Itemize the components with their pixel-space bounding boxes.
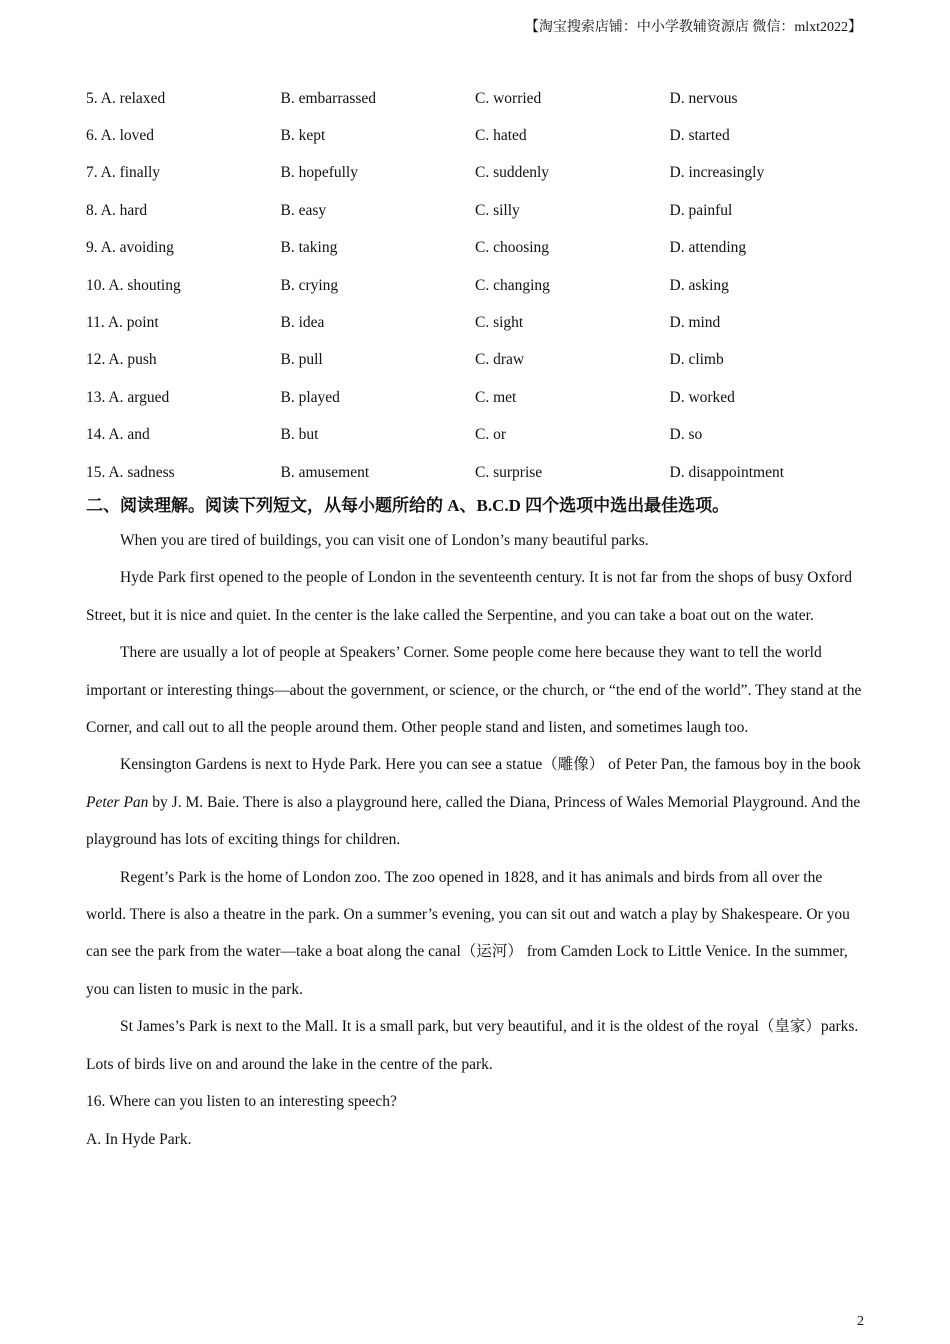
option-c: C. suddenly	[475, 164, 550, 182]
option-d: D. worked	[669, 388, 735, 406]
option-a: 10. A. shouting	[86, 276, 181, 294]
option-b: B. amusement	[280, 463, 370, 481]
option-a: 13. A. argued	[86, 388, 170, 406]
paragraph-kensington-gardens	[86, 746, 864, 858]
option-row	[86, 117, 866, 154]
option-c: C. worried	[475, 89, 542, 107]
option-b: B. pull	[280, 351, 323, 369]
option-a: 6. A. loved	[86, 127, 155, 145]
option-b: B. kept	[280, 127, 326, 145]
option-row	[86, 454, 866, 491]
paragraph-intro: When you are tired of buildings, you can visit one of London’s many beautiful parks.	[120, 532, 649, 549]
paragraph-hyde-park: Hyde Park first opened to the people of London in the seventeenth century. It is not far from the shops of busy Oxford Street, but it is nice and quiet. In the center is the lake called the Serpentine, and you can take a boat out on the water.	[86, 569, 853, 624]
option-d: D. disappointment	[669, 463, 785, 481]
option-a: 15. A. sadness	[86, 463, 175, 481]
option-c: C. hated	[475, 127, 527, 145]
option-c: C. draw	[475, 351, 525, 369]
option-row	[86, 192, 866, 229]
option-d: D. attending	[669, 239, 747, 257]
book-title: Peter Pan	[86, 793, 149, 811]
options-list	[86, 80, 866, 491]
answer-option-a: A. In Hyde Park.	[86, 1130, 192, 1148]
option-d: D. mind	[669, 314, 721, 332]
paragraph-text: by J. M. Baie. There is also a playground here, called the Diana, Princess of Wales Memorial Playground. And the playground has lots of exciting things for children.	[86, 793, 861, 849]
option-d: D. so	[669, 426, 703, 444]
option-c: C. met	[475, 388, 517, 406]
option-c: C. silly	[475, 201, 520, 219]
option-row	[86, 342, 866, 379]
option-row	[86, 267, 866, 304]
option-a: 7. A. finally	[86, 164, 161, 182]
option-d: D. nervous	[669, 89, 738, 107]
paragraph-st-jamess-park: St James’s Park is next to the Mall. It is a small park, but very beautiful, and it is the oldest of the royal（皇家）parks. Lots of birds live on and around the lake in the centre of the park.	[86, 1018, 859, 1073]
option-b: B. hopefully	[280, 164, 358, 182]
paragraph-speakers-corner: There are usually a lot of people at Speakers’ Corner. Some people come here because they want to tell the world important or interesting things—about the government, or science, or the church, or “the end of the world”. They stand at the Corner, and call out to all the people around them. Other people stand and listen, and sometimes laugh too.	[86, 644, 862, 737]
option-a: 5. A. relaxed	[86, 89, 166, 107]
option-c: C. changing	[475, 276, 550, 294]
option-d: D. asking	[669, 276, 729, 294]
reading-passage	[86, 522, 864, 1158]
option-row	[86, 304, 866, 341]
page-number: 2	[857, 1314, 864, 1329]
option-b: B. embarrassed	[280, 89, 377, 107]
option-b: B. crying	[280, 276, 339, 294]
option-d: D. started	[669, 127, 730, 145]
page-header: 【淘宝搜索店铺：中小学教辅资源店 微信：mlxt2022】	[524, 20, 862, 35]
option-c: C. sight	[475, 314, 524, 332]
option-c: C. choosing	[475, 239, 550, 257]
option-row	[86, 230, 866, 267]
paragraph-text: Kensington Gardens is next to Hyde Park. Here you can see a statue（雕像） of Peter Pan, the famous boy in the book	[120, 756, 861, 774]
option-b: B. played	[280, 388, 340, 406]
option-b: B. but	[280, 426, 319, 444]
option-d: D. painful	[669, 201, 733, 219]
paragraph-regents-park: Regent’s Park is the home of London zoo. The zoo opened in 1828, and it has animals and birds from all over the world. There is also a theatre in the park. On a summer’s evening, you can sit out and watch a play by Shakespeare. Or you can see the park from the water—take a boat along the canal（运河） from Camden Lock to Little Venice. In the summer, you can listen to music in the park.	[86, 868, 850, 998]
option-row	[86, 379, 866, 416]
option-c: C. surprise	[475, 463, 543, 481]
option-row	[86, 417, 866, 454]
option-c: C. or	[475, 426, 506, 444]
option-d: D. climb	[669, 351, 724, 369]
option-b: B. idea	[280, 314, 325, 332]
option-a: 9. A. avoiding	[86, 239, 174, 257]
question-16: 16. Where can you listen to an interesting speech?	[86, 1093, 397, 1111]
option-a: 14. A. and	[86, 426, 150, 444]
option-d: D. increasingly	[669, 164, 765, 182]
option-a: 12. A. push	[86, 351, 157, 369]
option-b: B. taking	[280, 239, 338, 257]
option-a: 11. A. point	[86, 314, 159, 332]
option-row	[86, 155, 866, 192]
option-b: B. easy	[280, 201, 327, 219]
option-row	[86, 80, 866, 117]
option-a: 8. A. hard	[86, 201, 148, 219]
section-title: 二、阅读理解。阅读下列短文，从每小题所给的 A、B.C.D 四个选项中选出最佳选项。	[86, 496, 730, 515]
